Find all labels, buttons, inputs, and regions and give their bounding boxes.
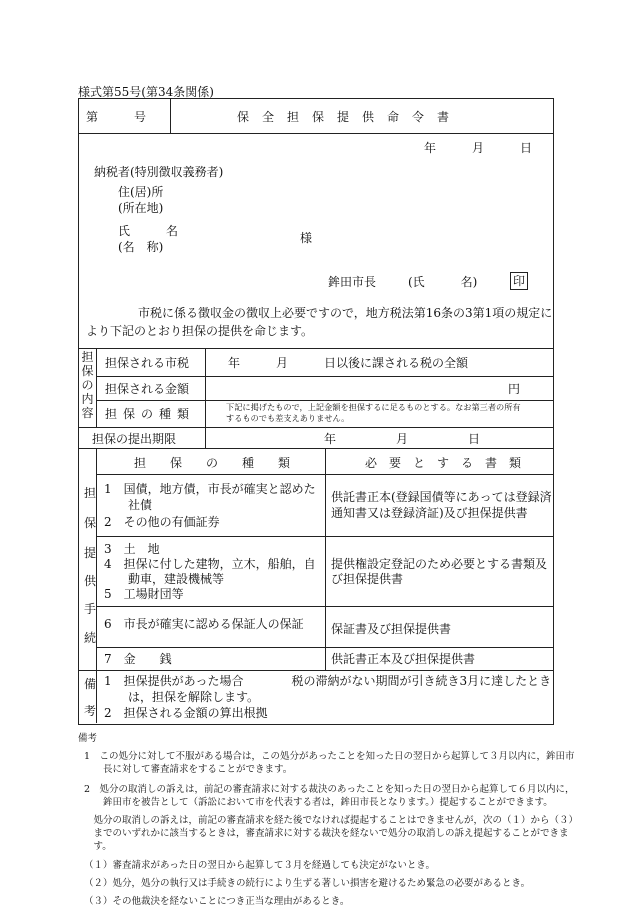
type-row2-line2: 4 担保に付した建物，立木，船舶，自 xyxy=(104,557,316,571)
procedure-label-char-4: 供 xyxy=(84,574,97,588)
note-3-line-1: 処分の取消しの訴えは，前記の審査請求を経た後でなければ提起することはできませんが，次の（１）から（３） xyxy=(84,815,579,826)
type-row2-line1: 3 土 地 xyxy=(104,542,160,556)
doc-row2-line2: び担保提供書 xyxy=(331,572,404,586)
type-row1-line1: 1 国債，地方債，市長が確実と認めた xyxy=(104,482,316,496)
content-section-label: 担 保 の 内 容 xyxy=(81,350,94,420)
address-sub-label: (所在地) xyxy=(118,201,164,215)
type-row1-line2: 社債 xyxy=(104,498,153,512)
remarks-label-char-1: 備 xyxy=(84,677,97,691)
issuer-mayor: 鉾田市長 xyxy=(328,275,377,289)
procedure-label-char-1: 担 xyxy=(84,486,97,500)
note-3-line-2: までのいずれかに該当するときは，審査請求に対する裁決を経ないで処分の取消しの訴え提起することができま xyxy=(84,828,569,839)
name-sub-label: (名 称) xyxy=(118,240,164,254)
remarks-label-char-2: 考 xyxy=(84,704,97,718)
notes-title: 備考 xyxy=(78,733,98,744)
deadline-label: 担保の提出期限 xyxy=(92,432,177,446)
procedure-label-char-6: 続 xyxy=(84,631,97,645)
secured-tax-label: 担保される市税 xyxy=(105,356,190,370)
security-type-note-1: 下記に掲げたもので，上記金額を担保するに足るものとする。なお第三者の所有 xyxy=(226,402,521,412)
security-type-label: 担保の種類 xyxy=(105,407,196,421)
doc-row1-line2: 通知書又は登録済証)及び担保提供書 xyxy=(331,506,528,520)
note-2-line-1: 2 処分の取消しの訴えは，前記の審査請求に対する裁決のあったことを知った日の翌日から起算して６月以内に， xyxy=(84,784,575,795)
note-3-line-3: す。 xyxy=(84,841,112,852)
taxpayer-label: 納税者(特別徴収義務者) xyxy=(94,165,224,179)
doc-row2-line1: 提供権設定登記のため必要とする書類及 xyxy=(331,557,548,571)
procedure-label-char-2: 保 xyxy=(84,516,97,530)
type-row2-line4: 5 工場財団等 xyxy=(104,587,184,601)
doc-row3: 保証書及び担保提供書 xyxy=(331,622,452,636)
procedure-label-char-5: 手 xyxy=(84,602,97,616)
sama-label: 様 xyxy=(300,231,313,245)
remarks-line-1: 1 担保提供があった場合 税の滞納がない期間が引き続き3月に達したとき xyxy=(104,674,552,688)
type-row1-line3: 2 その他の有価証券 xyxy=(104,515,220,529)
seal-mark: 印 xyxy=(510,272,528,290)
col-header-docs: 必 要 と す る 書 類 xyxy=(365,456,522,470)
remarks-line-2: は，担保を解除します。 xyxy=(104,690,260,704)
doc-row1-line1: 供託書正本(登録国債等にあっては登録済 xyxy=(331,490,552,504)
form-number: 様式第55号(第34条関係) xyxy=(78,85,214,99)
secured-amount-label: 担保される金額 xyxy=(105,382,190,396)
type-row4: 7 金 銭 xyxy=(104,652,172,666)
name-label: 氏 名 xyxy=(118,224,179,238)
procedure-label-char-3: 提 xyxy=(84,546,97,560)
type-row2-line3: 動車，建設機械等 xyxy=(104,572,225,586)
body-text-line-1: 市税に係る徴収金の徴収上必要ですので，地方税法第16条の3第1項の規定に xyxy=(138,306,553,320)
doc-row4: 供託書正本及び担保提供書 xyxy=(331,652,476,666)
issuer-name: (氏 名) xyxy=(408,275,478,289)
address-label: 住(居)所 xyxy=(118,185,164,199)
security-type-note-2: するものでも差支えありません。 xyxy=(226,413,350,423)
col-header-types: 担 保 の 種 類 xyxy=(134,456,291,470)
note-1-line-2: 長に対して審査請求をすることができます。 xyxy=(84,764,293,775)
secured-amount-value: 円 xyxy=(508,382,521,396)
issue-date: 年 月 日 xyxy=(424,141,533,155)
number-label: 第 号 xyxy=(86,110,147,124)
secured-tax-value: 年 月 日以後に課される税の全額 xyxy=(228,356,469,370)
form-title: 保 全 担 保 提 供 命 令 書 xyxy=(237,110,450,124)
note-4: （１）審査請求があった日の翌日から起算して３月を経過しても決定がないとき。 xyxy=(84,860,436,871)
body-text-line-2: より下記のとおり担保の提供を命じます。 xyxy=(86,324,314,338)
type-row3: 6 市長が確実に認める保証人の保証 xyxy=(104,617,304,631)
note-5: （２）処分，処分の執行又は手続きの続行により生ずる著しい損害を避けるため緊急の必要があるとき。 xyxy=(84,878,531,889)
remarks-line-3: 2 担保される金額の算出根拠 xyxy=(104,706,268,720)
note-6: （３）その他裁決を経ないことにつき正当な理由があるとき。 xyxy=(84,896,350,907)
note-1-line-1: 1 この処分に対して不服がある場合は，この処分があったことを知った日の翌日から起算して３月以内に，鉾田市 xyxy=(84,751,575,762)
deadline-value: 年 月 日 xyxy=(324,432,481,446)
note-2-line-2: 鉾田市を被告として（訴訟において市を代表する者は，鉾田市長となります。）提起することができます。 xyxy=(84,797,553,808)
